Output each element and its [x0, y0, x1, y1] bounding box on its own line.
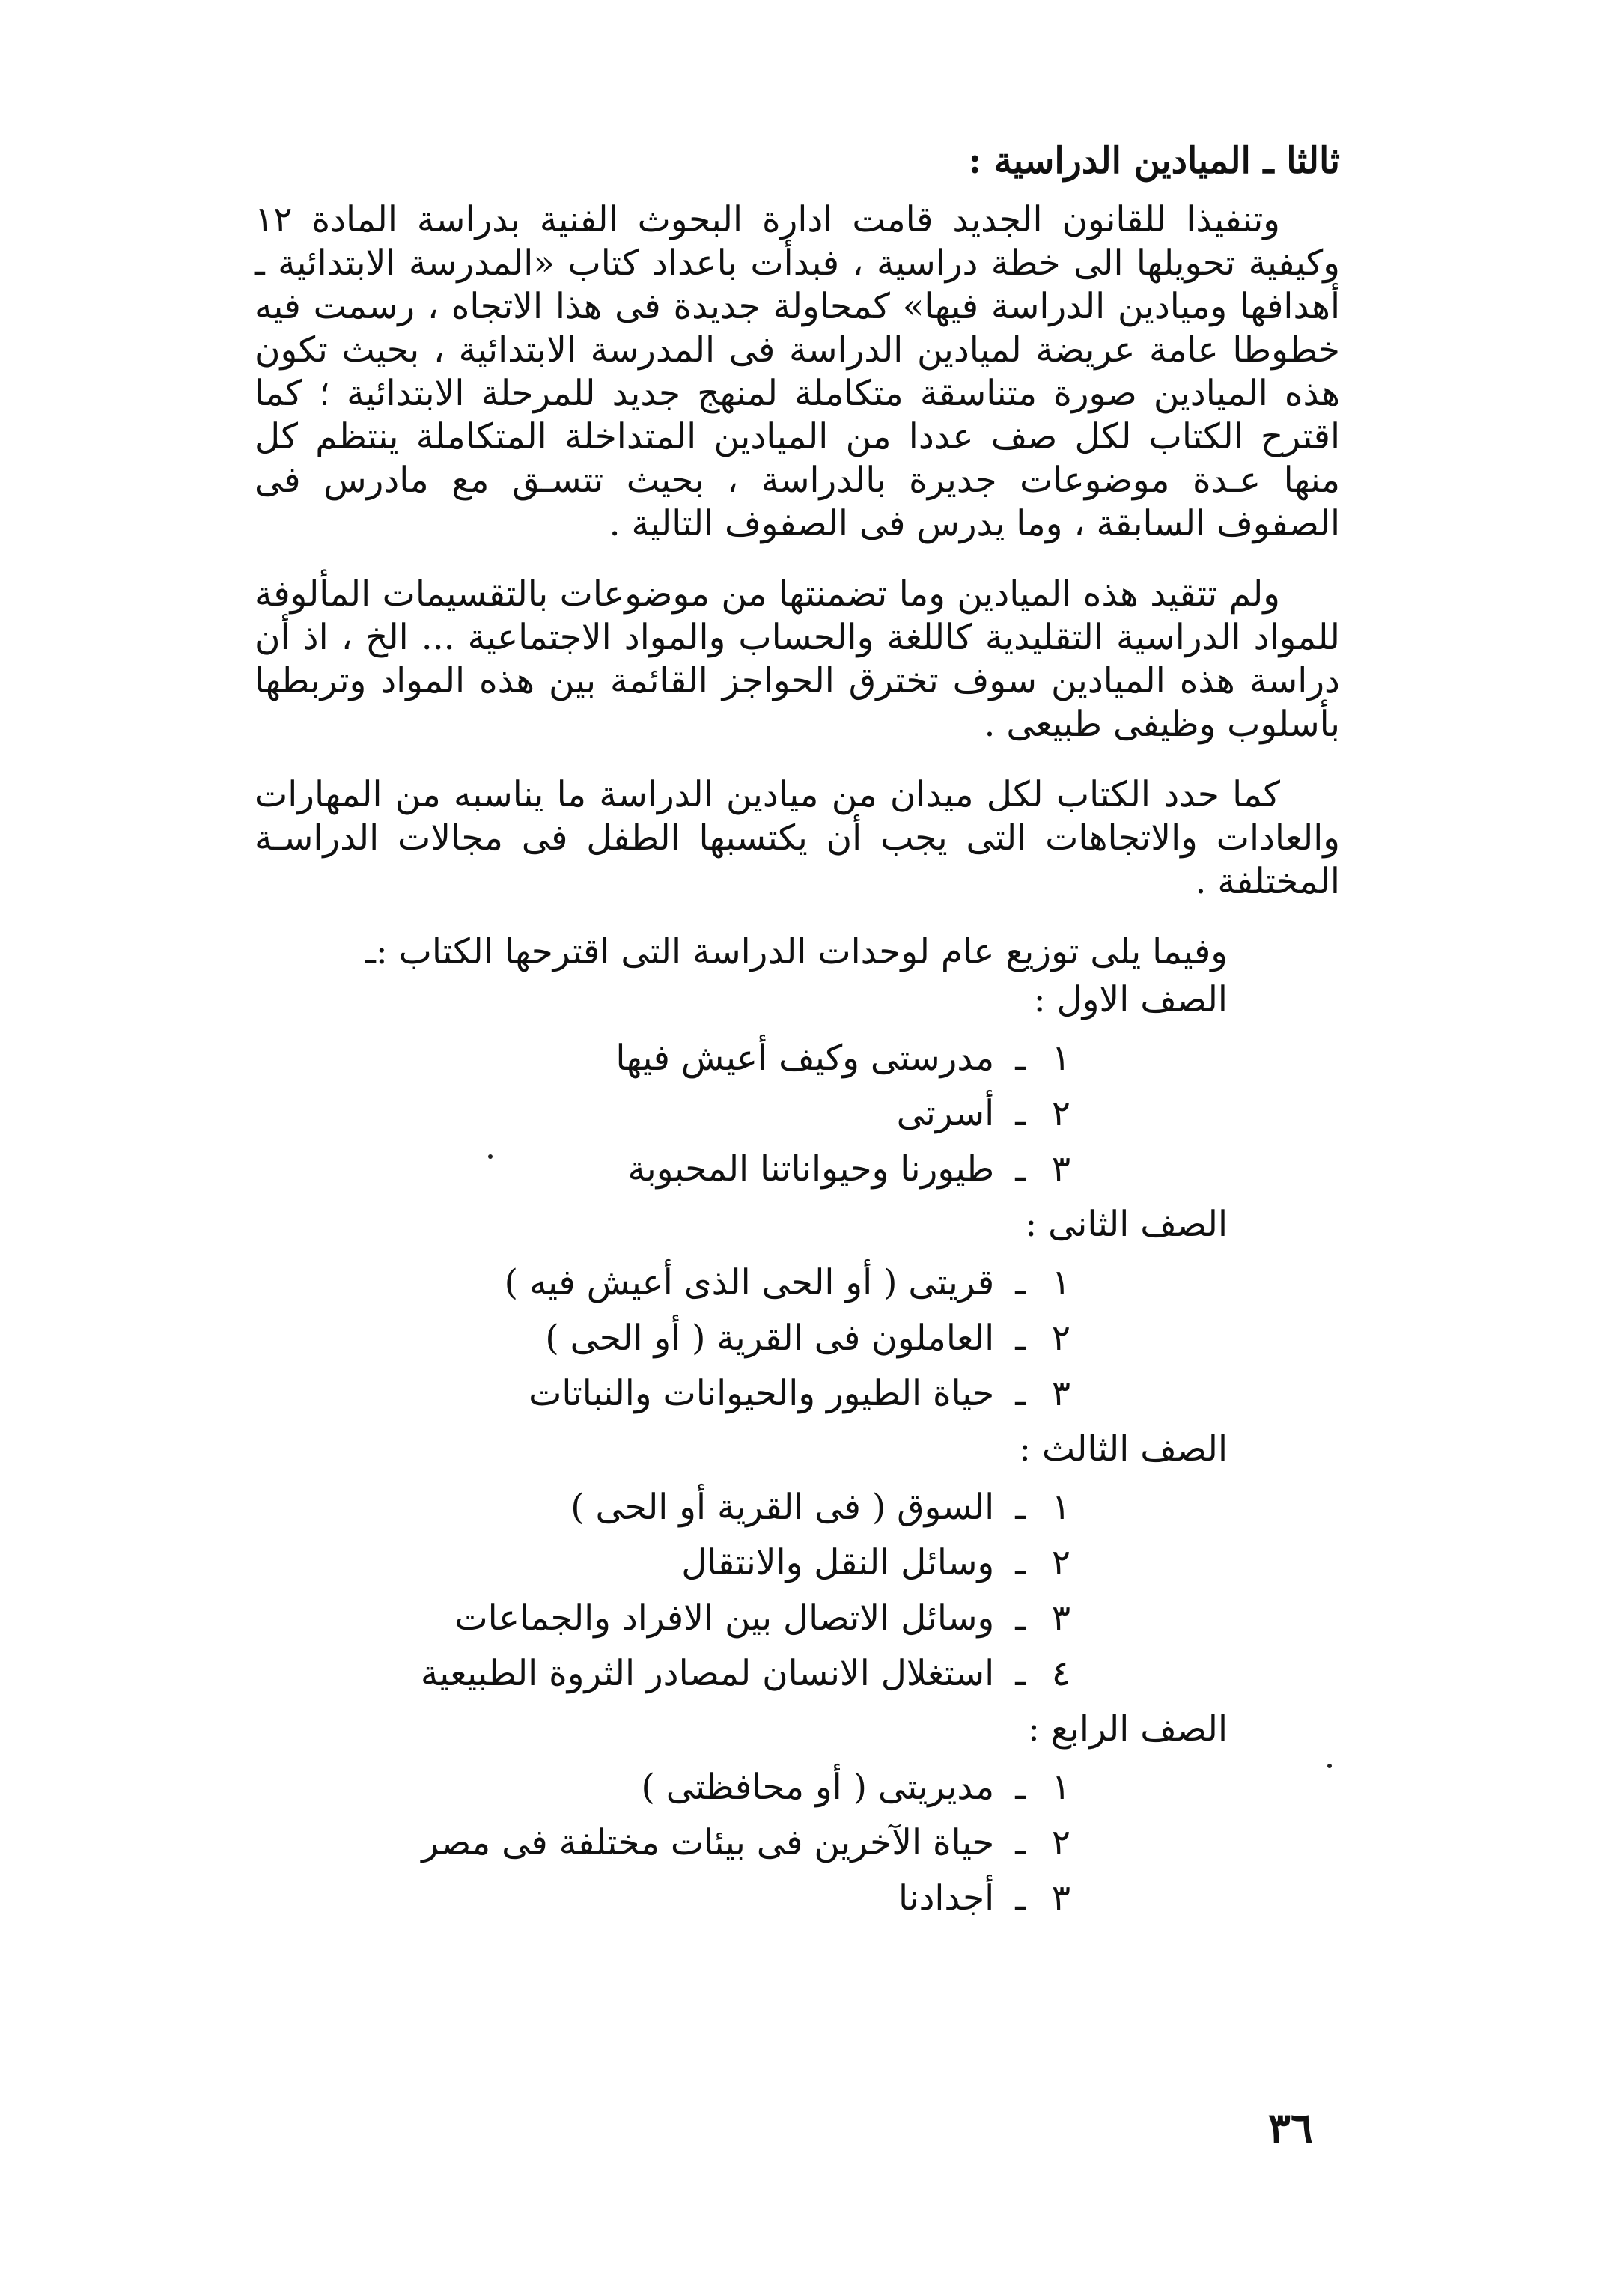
list-item: [255, 1372, 1070, 1416]
item-dash: ـ: [1015, 1373, 1026, 1414]
item-text: حياة الطيور والحيوانات والنباتات: [529, 1373, 995, 1414]
list-item: [255, 1652, 1070, 1696]
scan-speck: [1327, 1764, 1332, 1768]
item-text: حياة الآخرين فى بيئات مختلفة فى مصر: [421, 1822, 995, 1863]
item-dash: ـ: [1015, 1822, 1026, 1863]
grade-heading: الصف الرابع :: [1028, 1708, 1228, 1750]
item-number: ٢: [1051, 1542, 1070, 1583]
item-text: السوق ( فى القرية أو الحى ): [570, 1487, 995, 1528]
item-dash: ـ: [1015, 1093, 1026, 1134]
item-number: ٣: [1051, 1373, 1070, 1414]
list-item: [255, 1148, 1070, 1191]
item-text: العاملون فى القرية ( أو الحى ): [545, 1318, 995, 1359]
scan-speck: [488, 1154, 493, 1159]
item-text: استغلال الانسان لمصادر الثروة الطبيعية: [420, 1653, 995, 1694]
item-text: أسرتى: [896, 1093, 995, 1134]
page-number: ٣٦: [1267, 2104, 1313, 2153]
list-item: [255, 1766, 1070, 1809]
list-item: [255, 1037, 1070, 1080]
body-paragraph: كما حدد الكتاب لكل ميدان من ميادين الدراسة ما يناسبه من المهارات والعادات والاتجاهات التى يجب أن يكتسبها الطفل فى مجالات الدراسـة المختلفة .: [255, 774, 1340, 902]
list-item: [255, 1317, 1070, 1360]
list-intro: وفيما يلى توزيع عام لوحدات الدراسة التى اقترحها الكتاب :ـ: [365, 931, 1228, 972]
item-text: وسائل الاتصال بين الافراد والجماعات: [454, 1598, 995, 1639]
item-number: ١: [1051, 1262, 1070, 1303]
list-item: [255, 1597, 1070, 1640]
item-dash: ـ: [1015, 1487, 1026, 1528]
item-dash: ـ: [1015, 1878, 1026, 1919]
list-item: [255, 1877, 1070, 1920]
item-text: طيورنا وحيواناتنا المحبوبة: [627, 1148, 995, 1190]
item-number: ١: [1051, 1767, 1070, 1808]
grade-heading: الصف الثانى :: [1025, 1204, 1228, 1245]
item-dash: ـ: [1015, 1598, 1026, 1639]
list-item: [255, 1092, 1070, 1136]
grade-units-list: [255, 1486, 1228, 1696]
grade-units-list: [255, 1766, 1228, 1920]
item-dash: ـ: [1015, 1542, 1026, 1583]
item-number: ٢: [1051, 1318, 1070, 1359]
item-number: ٤: [1051, 1653, 1070, 1694]
grade-heading: الصف الاول :: [1033, 979, 1228, 1020]
list-item: [255, 1541, 1070, 1585]
item-number: ١: [1051, 1038, 1070, 1079]
body-paragraph: وتنفيذا للقانون الجديد قامت ادارة البحوث الفنية بدراسة المادة ١٢ وكيفية تحويلها الى خطة دراسية ، فبدأت باعداد كتاب «المدرسة الابتدائية ـ أهدافها وميادين الدراسة فيها» كمحاولة جديدة فى هذا الاتجاه ، رسمت فيه خطوطا عامة عريضة لميادين الدراسة فى المدرسة الابتدائية ، بحيث تكون هذه الميادين صورة متناسقة متكاملة لمنهج جديد للمرحلة الابتدائية ؛ كما اقترح الكتاب لكل صف عددا من الميادين المتداخلة المتكاملة ينتظم كل منها عـدة موضوعات جديرة بالدراسة ، بحيث تتسـق مع مادرس فى الصفوف السابقة ، وما يدرس فى الصفوف التالية .: [255, 199, 1340, 544]
item-number: ٣: [1051, 1878, 1070, 1919]
grade-heading: الصف الثالث :: [1019, 1428, 1228, 1470]
item-text: أجدادنا: [898, 1878, 995, 1919]
item-text: مديريتى ( أو محافظتى ): [641, 1767, 995, 1808]
item-text: قريتى ( أو الحى الذى أعيش فيه ): [504, 1262, 995, 1303]
item-number: ٢: [1051, 1822, 1070, 1863]
item-number: ٢: [1051, 1093, 1070, 1134]
item-number: ١: [1051, 1487, 1070, 1528]
item-number: ٣: [1051, 1148, 1070, 1190]
item-dash: ـ: [1015, 1653, 1026, 1694]
list-item: [255, 1821, 1070, 1865]
grade-units-list: [255, 1261, 1228, 1416]
list-item: [255, 1486, 1070, 1529]
list-item: [255, 1261, 1070, 1305]
units-list-block: [255, 931, 1228, 1920]
item-text: وسائل النقل والانتقال: [681, 1542, 995, 1583]
item-dash: ـ: [1015, 1262, 1026, 1303]
page-content: [255, 138, 1340, 1932]
section-heading: ثالثا ـ الميادين الدراسية :: [968, 140, 1340, 182]
item-dash: ـ: [1015, 1767, 1026, 1808]
body-paragraph: ولم تتقيد هذه الميادين وما تضمنتها من موضوعات بالتقسيمات المألوفة للمواد الدراسية التقليدية كاللغة والحساب والمواد الاجتماعية ... الخ ، اذ أن دراسة هذه الميادين سوف تخترق الحواجز القائمة بين هذه المواد وتربطها بأسلوب وظيفى طبيعى .: [255, 573, 1340, 745]
item-dash: ـ: [1015, 1318, 1026, 1359]
item-text: مدرستى وكيف أعيش فيها: [615, 1038, 995, 1079]
item-number: ٣: [1051, 1598, 1070, 1639]
grade-units-list: [255, 1037, 1228, 1191]
item-dash: ـ: [1015, 1148, 1026, 1190]
item-dash: ـ: [1015, 1038, 1026, 1079]
